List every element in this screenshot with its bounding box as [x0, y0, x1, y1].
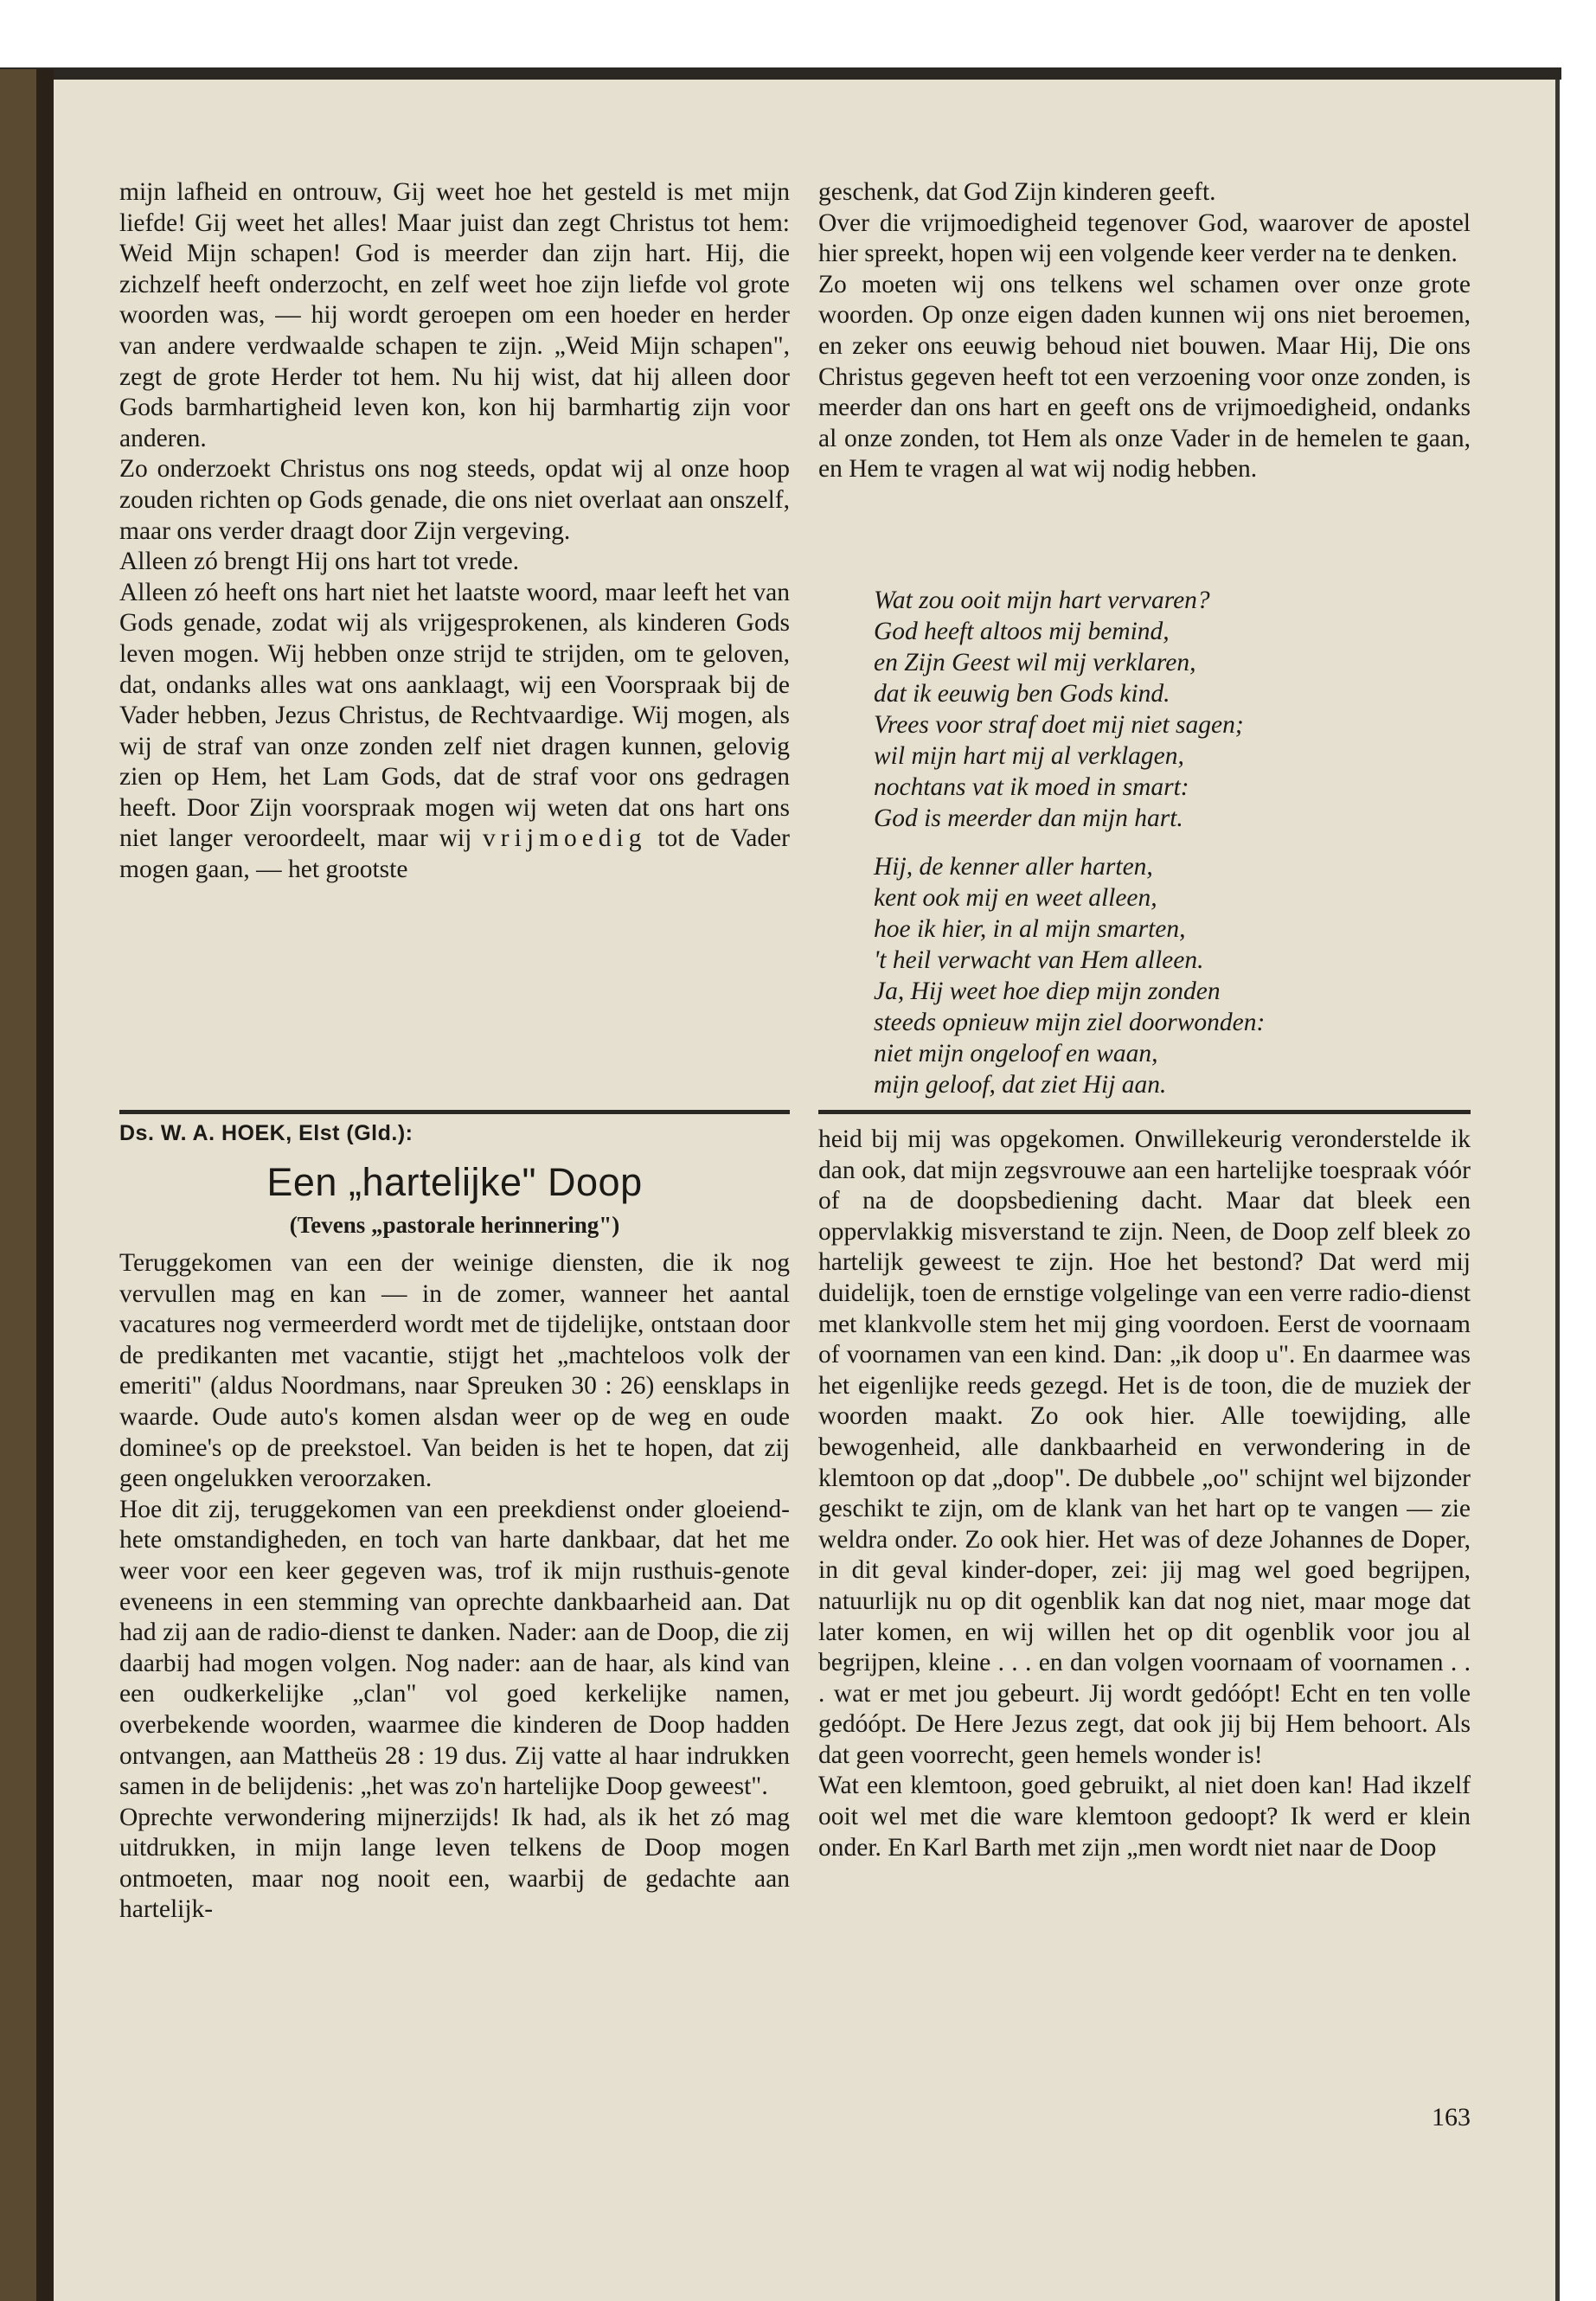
- poem-line: nochtans vat ik moed in smart:: [874, 773, 1189, 801]
- poem-line: dat ik eeuwig ben Gods kind.: [874, 680, 1170, 708]
- page-number: 163: [1432, 2103, 1471, 2131]
- paragraph: Alleen zó brengt Hij ons hart tot vrede.: [119, 548, 520, 576]
- spaced-emphasis: vrijmoedig: [483, 824, 647, 853]
- poem-line: God heeft altoos mij bemind,: [874, 618, 1170, 645]
- poem-line: Wat zou ooit mijn hart vervaren?: [874, 586, 1210, 614]
- paragraph-tail: tot de Vader mogen gaan, — het grootste: [119, 824, 790, 884]
- poem-line: mijn geloof, dat ziet Hij aan.: [874, 1071, 1167, 1099]
- paragraph: Hoe dit zij, teruggekomen van een preekdienst onder gloeiend-hete omstandigheden, en toch van harte dankbaar, dat het me weer voor een keer gegeven was, trof ik mijn rusthuis-genote eveneens in een stemming van oprechte dankbaarheid aan. Dat had zij aan de radio-dienst te danken. Nader: aan de Doop, die zij daarbij had mogen volgen. Nog nader: aan de haar, als kind van een oudkerkelijke „clan" vol goed kerkelijke namen, overbekende woorden, waarmee die kinderen de Doop hadden ontvangen, aan Mattheüs 28 : 19 dus. Zij vatte al haar indrukken samen in de belijdenis: „het was zo'n hartelijke Doop geweest".: [119, 1495, 790, 1801]
- poem-line: steeds opnieuw mijn ziel doorwonden:: [874, 1009, 1266, 1036]
- bottom-left-column: [119, 1248, 790, 1926]
- article-subtitle: (Tevens „pastorale herinnering"): [289, 1212, 620, 1238]
- book-top-edge: [0, 67, 1561, 80]
- poem-line: hoe ik hier, in al mijn smarten,: [874, 915, 1186, 943]
- scan-top-margin: [0, 0, 1596, 67]
- article-title: Een „hartelijke" Doop: [266, 1160, 643, 1204]
- poem-line: kent ook mij en weet alleen,: [874, 884, 1157, 912]
- section-divider-left: [119, 1110, 790, 1114]
- section-divider-right: [818, 1110, 1471, 1114]
- paragraph: heid bij mij was opgekomen. Onwillekeurig veronderstelde ik dan ook, dat mijn zegsvrouwe aan een hartelijke toespraak vóór of na de doopsbediening dacht. Maar dat bleek een oppervlakkig misverstand te zijn. Neen, de Doop zelf bleek zo hartelijk geweest te zijn. Hoe het bestond? Dat werd mij duidelijk, toen de ernstige volgelinge van een verre radio-dienst met klankvolle stem het mij ging voordoen. Eerst de voornaam of voornamen van een kind. Dan: „ik doop u". En daarmee was het eigenlijke reeds gezegd. Het is de toon, die de muziek der woorden maakt. Zo ook hier. Alle toewijding, alle bewogenheid, alle dankbaarheid en verwondering in de klemtoon op dat „doop". De dubbele „oo" schijnt wel bijzonder geschikt te zijn, om de klank van het hart op te vangen — zie weldra onder. Zo ook hier. Het was of deze Johannes de Doper, in dit geval kinder-doper, zei: jij mag wel goed begrijpen, natuurlijk nu op dit ogenblik kan dat nog niet, maar moge dat later komen, en wij willen het op dit ogenblik voor jou al begrijpen, kleine . . . en dan volgen voornaam of voornamen . . . wat er met jou gebeurt. Jij wordt gedóópt! Echt en ten volle gedóópt. De Here Jezus zegt, dat ook jij bij Hem behoort. Als dat geen voorrecht, geen hemels wonder is!: [818, 1125, 1471, 1769]
- paragraph: [119, 578, 790, 886]
- poem-stanza-2: [874, 851, 1479, 1100]
- bottom-right-column: [818, 1125, 1471, 1863]
- poem-line: 't heil verwacht van Hem alleen.: [874, 946, 1204, 974]
- article-byline: Ds. W. A. HOEK, Elst (Gld.):: [119, 1121, 413, 1145]
- paragraph: Over die vrijmoedigheid tegenover God, waarover de apostel hier spreekt, hopen wij een volgende keer verder na te denken.: [818, 208, 1471, 268]
- paragraph: Wat een klemtoon, goed gebruikt, al niet doen kan! Had ikzelf ooit wel met die ware klemtoon gedoopt? Ik werd er klein onder. En Karl Barth met zijn „men wordt niet naar de Doop: [818, 1772, 1471, 1862]
- paragraph: Teruggekomen van een der weinige diensten, die ik nog vervullen mag en kan — in de zomer, wanneer het aantal vacatures nog vermeerderd wordt met de tijdelijke, ontstaan door de predikanten met vacantie, stijgt het „machteloos volk der emeriti" (aldus Noordmans, naar Spreuken 30 : 26) eensklaps in waarde. Oude auto's komen alsdan weer op de weg en oude dominee's op de preekstoel. Van beiden is het te hopen, dat zij geen ongelukken veroorzaken.: [119, 1249, 790, 1493]
- article-header: [119, 1121, 790, 1239]
- poem-line: niet mijn ongeloof en waan,: [874, 1040, 1158, 1067]
- poem-line: Hij, de kenner aller harten,: [874, 853, 1153, 881]
- paragraph: Oprechte verwondering mijnerzijds! Ik had, als ik het zó mag uitdrukken, in mijn lange leven telkens de Doop mogen ontmoeten, maar nog nooit een, waarbij de gedachte aan hartelijk-: [119, 1803, 790, 1924]
- top-right-column: [818, 177, 1471, 485]
- poem-line: en Zijn Geest wil mij verklaren,: [874, 649, 1196, 676]
- top-left-column: [119, 177, 790, 886]
- scan-right-margin: [1561, 69, 1596, 2301]
- paragraph: Zo moeten wij ons telkens wel schamen over onze grote woorden. Op onze eigen daden kunnen wij ons niet beroemen, en zeker ons eeuwig behoud niet bouwen. Maar Hij, Die ons Christus gegeven heeft tot een verzoening voor onze zonden, is meerder dan ons hart en geeft ons de vrijmoedigheid, ondanks al onze zonden, tot Hem als onze Vader in de hemelen te gaan, en Hem te vragen al wat wij nodig hebben.: [818, 270, 1471, 484]
- poem-line: wil mijn hart mij al verklagen,: [874, 742, 1184, 770]
- poem-line: Ja, Hij weet hoe diep mijn zonden: [874, 977, 1221, 1005]
- page-right-edge: [1555, 80, 1560, 2301]
- poem-line: God is meerder dan mijn hart.: [874, 804, 1183, 832]
- paragraph-text: Alleen zó heeft ons hart niet het laatste woord, maar leeft het van Gods genade, zodat wij als vrijgesprokenen, als kinderen Gods leven mogen. Wij hebben onze strijd te strijden, om te geloven, dat, ondanks alles wat ons aanklaagt, wij een Voorspraak bij de Vader hebben, Jezus Christus, de Rechtvaardige. Wij mogen, als wij de straf van onze zonden zelf niet dragen kunnen, gelovig zien op Hem, het Lam Gods, dat de straf voor ons gedragen heeft. Door Zijn voorspraak mogen wij weten dat ons hart ons niet langer veroordeelt, maar wij: [119, 578, 790, 853]
- poem-stanza-1: [874, 585, 1479, 834]
- paragraph: mijn lafheid en ontrouw, Gij weet hoe het gesteld is met mijn liefde! Gij weet het alles! Maar juist dan zegt Christus tot hem: Weid Mijn schapen! God is meerder dan zijn hart. Hij, die zichzelf heeft onderzocht, en zelf weet hoe zijn liefde vol grote woorden was, — hij wordt geroepen om een hoeder en herder van andere verdwaalde schapen te zijn. „Weid Mijn schapen", zegt de grote Herder tot hem. Nu hij wist, dat hij alleen door Gods barmhartigheid leven kon, kon hij barmhartig zijn voor anderen.: [119, 178, 790, 452]
- book-spine-shadow: [36, 69, 54, 2301]
- paragraph: Zo onderzoekt Christus ons nog steeds, opdat wij al onze hoop zouden richten op Gods genade, die ons niet overlaat aan onszelf, maar ons verder draagt door Zijn vergeving.: [119, 455, 790, 545]
- hymn-poem: [874, 585, 1479, 1118]
- poem-line: Vrees voor straf doet mij niet sagen;: [874, 711, 1244, 739]
- paragraph: geschenk, dat God Zijn kinderen geeft.: [818, 178, 1216, 206]
